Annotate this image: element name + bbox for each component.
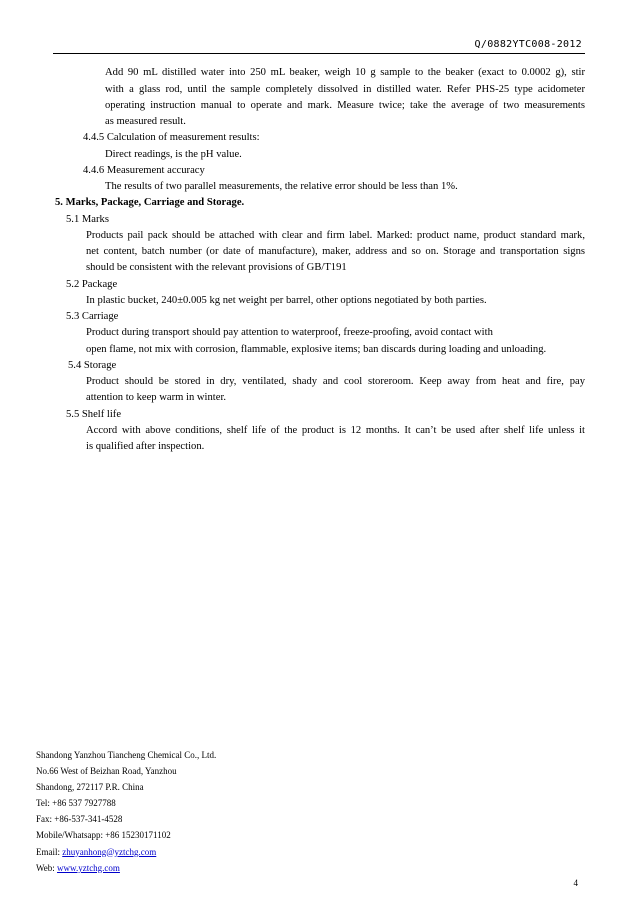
fax: Fax: +86-537-341-4528	[36, 814, 123, 825]
paragraph-line: Products pail pack should be attached with clear and firm label. Marked: product name, product standard mark,	[86, 230, 585, 241]
paragraph-line: net content, batch number (or date of manufacture), maker, address and so on. Storage and transportation signs	[86, 246, 585, 257]
email-label: Email:	[36, 846, 63, 857]
subsection-heading: 5.4 Storage	[68, 360, 117, 371]
paragraph-line: In plastic bucket, 240±0.005 kg net weight per barrel, other options negotiated by both parties.	[86, 295, 487, 306]
subsection-heading: 5.3 Carriage	[66, 311, 119, 322]
subsection-heading: 5.2 Package	[66, 279, 118, 290]
paragraph-line: Product should be stored in dry, ventilated, shady and cool storeroom. Keep away from heat and fire, pay	[86, 376, 585, 387]
paragraph-line: Direct readings, is the pH value.	[105, 149, 242, 160]
subsection-heading: 5.5 Shelf life	[66, 409, 122, 420]
telephone: Tel: +86 537 7927788	[36, 798, 116, 809]
web-label: Web:	[36, 862, 58, 873]
paragraph-line: is qualified after inspection.	[86, 441, 205, 452]
page-number: 4	[573, 878, 578, 888]
paragraph-line: Add 90 mL distilled water into 250 mL beaker, weigh 10 g sample to the beaker (exact to 0.0002 g), stir	[105, 67, 585, 78]
header-rule	[53, 53, 585, 54]
website-link[interactable]: www.yztchg.com	[57, 862, 120, 873]
subsection-heading: 4.4.5 Calculation of measurement results:	[83, 132, 260, 143]
subsection-heading: 4.4.6 Measurement accuracy	[83, 165, 205, 176]
subsection-heading: 5.1 Marks	[66, 214, 109, 225]
web-line	[36, 861, 216, 877]
paragraph-line: attention to keep warm in winter.	[86, 392, 227, 403]
email-link[interactable]: zhuyanhong@yztchg.com	[62, 846, 157, 857]
paragraph-line: as measured result.	[105, 116, 186, 127]
paragraph-line: Accord with above conditions, shelf life of the product is 12 months. It can’t be used after shelf life unless it	[86, 425, 585, 436]
paragraph-line: should be consistent with the relevant provisions of GB/T191	[86, 262, 347, 273]
paragraph-line: The results of two parallel measurements, the relative error should be less than 1%.	[105, 181, 458, 192]
document-code: Q/0882YTC008-2012	[474, 39, 582, 50]
mobile-whatsapp: Mobile/Whatsapp: +86 15230171102	[36, 830, 171, 841]
paragraph-line: operating instruction manual to operate and mark. Measure twice; take the average of two measurements	[105, 100, 585, 111]
paragraph-line: Product during transport should pay attention to waterproof, freeze-proofing, avoid contact with	[86, 327, 493, 338]
company-name: Shandong Yanzhou Tiancheng Chemical Co., Ltd.	[36, 750, 217, 760]
email-line	[36, 845, 216, 861]
address-line: No.66 West of Beizhan Road, Yanzhou	[36, 766, 177, 777]
paragraph-line: with a glass rod, until the sample completely dissolved in distilled water. Refer PHS-25 type acidometer	[105, 84, 585, 95]
section-heading: 5. Marks, Package, Carriage and Storage.	[55, 197, 245, 208]
paragraph-line: open flame, not mix with corrosion, flammable, explosive items; ban discards during loading and unloading.	[86, 344, 547, 355]
address-line: Shandong, 272117 P.R. China	[36, 782, 144, 793]
company-contact-footer	[36, 748, 216, 877]
